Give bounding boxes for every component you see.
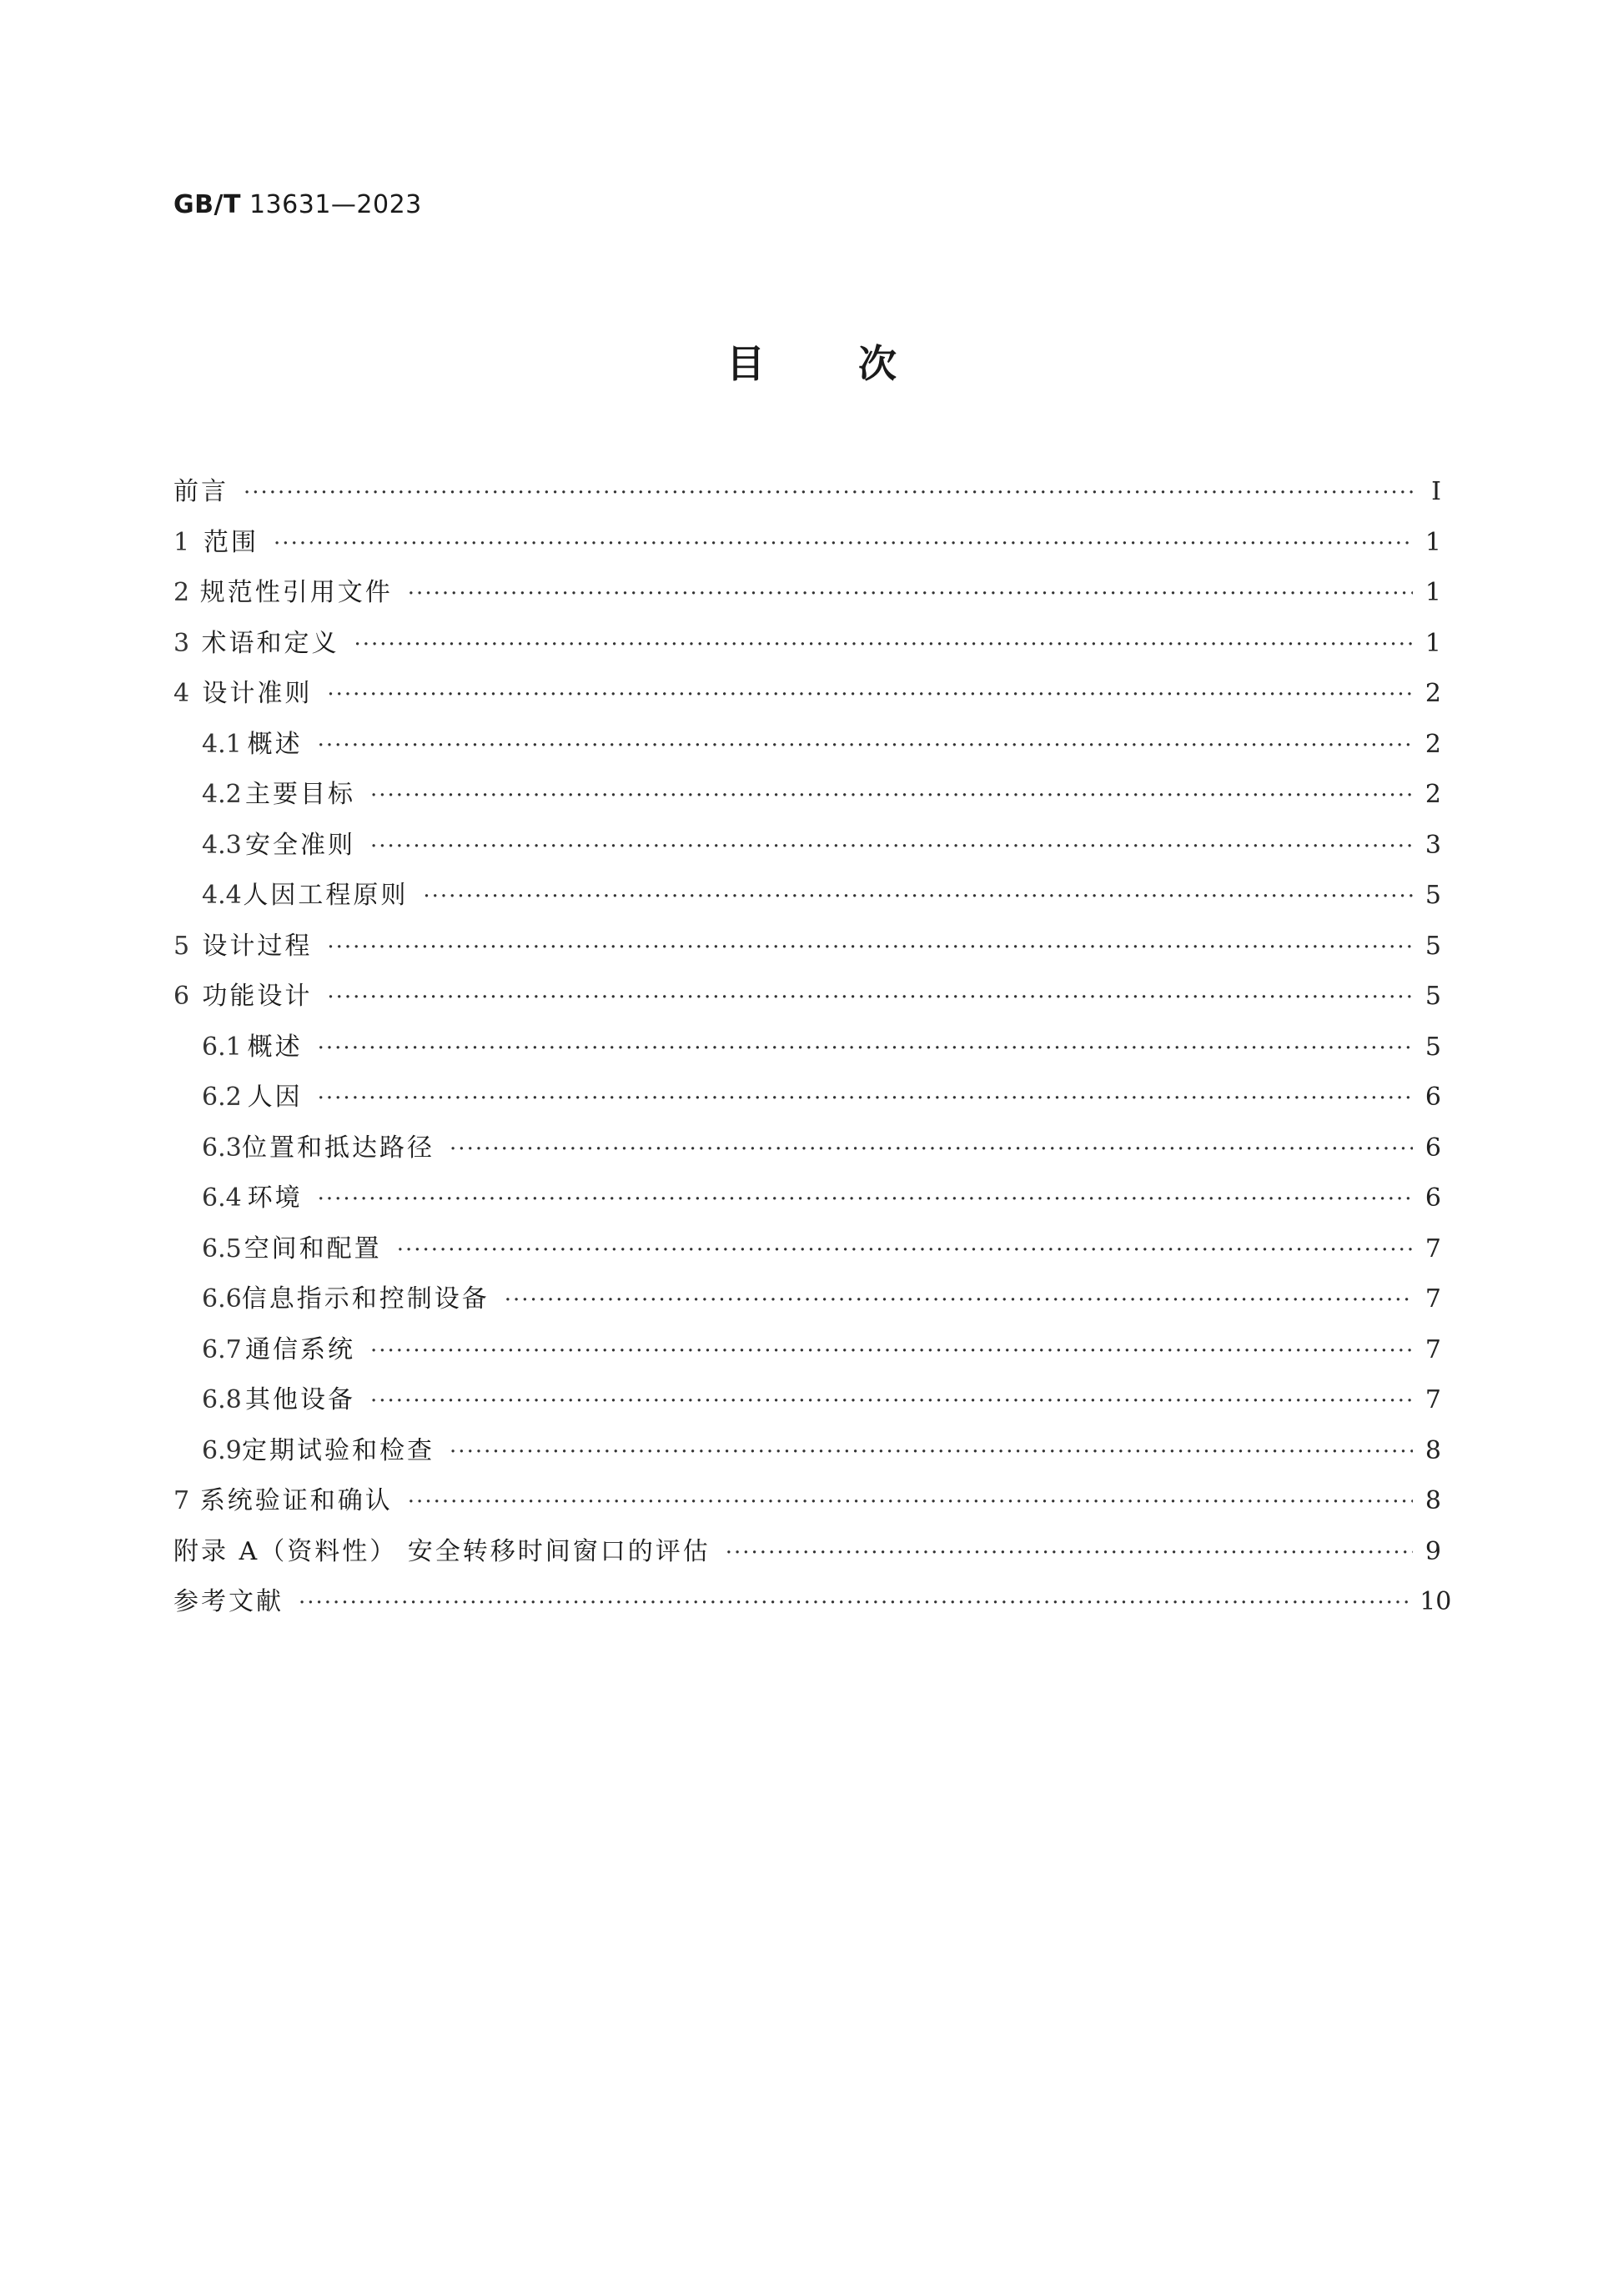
toc-entry-page-number: 7 (1425, 1385, 1441, 1414)
toc-entry-page-number: 2 (1425, 780, 1441, 809)
toc-entry[interactable] (173, 669, 1441, 720)
toc-entry[interactable] (173, 972, 1441, 1022)
toc-dot-leader (354, 620, 1414, 670)
toc-dot-leader (370, 1376, 1413, 1426)
toc-entry-label: 定期试验和检查 (242, 1435, 435, 1465)
toc-entry[interactable] (173, 871, 1441, 922)
toc-entry[interactable] (173, 821, 1441, 872)
toc-entry-label: 设计过程 (202, 931, 313, 961)
toc-dot-leader (327, 670, 1413, 720)
toc-entry-label: 概述 (247, 729, 303, 759)
toc-entry-number: 3 (173, 628, 190, 658)
toc-entry[interactable] (173, 1224, 1441, 1275)
toc-entry-number: 4.3 (202, 830, 242, 860)
toc-entry-page-number: 3 (1425, 830, 1441, 860)
toc-entry[interactable] (173, 1022, 1441, 1073)
toc-dot-leader (318, 721, 1413, 771)
toc-entry[interactable] (173, 518, 1441, 569)
toc-entry-label: 人因 (247, 1083, 303, 1112)
toc-entry-label: 系统验证和确认 (199, 1486, 393, 1515)
toc-dot-leader (370, 821, 1413, 872)
toc-entry-number: 6.2 (202, 1083, 242, 1112)
toc-entry-label: 参考文献 (173, 1587, 284, 1616)
toc-entry-number: 6.1 (202, 1032, 242, 1062)
toc-entry[interactable] (173, 1375, 1441, 1426)
toc-entry-label: 功能设计 (202, 982, 313, 1011)
toc-entry-page-number: 2 (1425, 679, 1441, 708)
toc-dot-leader (318, 1023, 1413, 1073)
toc-entry-label: 概述 (247, 1032, 303, 1062)
toc-entry-page-number: 8 (1425, 1435, 1441, 1465)
toc-entry-number: 4.2 (202, 780, 242, 809)
toc-entry[interactable] (173, 1476, 1441, 1527)
toc-entry-label: 规范性引用文件 (199, 578, 393, 607)
toc-dot-leader (423, 872, 1413, 922)
toc-dot-leader (327, 972, 1413, 1022)
toc-entry-label: 术语和定义 (201, 628, 339, 658)
toc-entry-label: 主要目标 (245, 780, 356, 809)
toc-entry[interactable] (173, 1073, 1441, 1123)
toc-entry-label: 范围 (204, 527, 259, 557)
toc-entry-page-number: 7 (1425, 1334, 1441, 1364)
toc-dot-leader (726, 1528, 1413, 1578)
toc-entry-page-number: 5 (1425, 982, 1441, 1011)
toc-entry-page-number: 5 (1425, 881, 1441, 910)
toc-entry[interactable] (173, 619, 1441, 670)
toc-entry[interactable] (173, 1274, 1441, 1325)
toc-entry[interactable] (173, 1527, 1441, 1578)
toc-entry-number: 6.8 (202, 1385, 242, 1414)
toc-entry-label: 安全准则 (245, 830, 356, 860)
toc-dot-leader (318, 1073, 1413, 1123)
toc-entry-label: 通信系统 (245, 1334, 356, 1364)
toc-entry-page-number: 1 (1425, 628, 1441, 658)
toc-entry-number: 5 (173, 931, 190, 961)
toc-dot-leader (370, 771, 1413, 821)
toc-entry-number: 7 (173, 1486, 190, 1515)
toc-dot-leader (408, 1477, 1413, 1527)
toc-dot-leader (299, 1578, 1408, 1628)
toc-entry-page-number: 7 (1425, 1233, 1441, 1264)
toc-entry-number: 4 (173, 679, 190, 708)
toc-entry-page-number: 9 (1425, 1536, 1441, 1566)
standard-code (173, 190, 422, 219)
toc-dot-leader (397, 1225, 1413, 1275)
toc-entry-page-number: 2 (1425, 729, 1441, 759)
toc-entry-page-number: 6 (1425, 1133, 1441, 1163)
toc-entry-page-number: 1 (1425, 578, 1441, 607)
toc-entry-page-number: 1 (1425, 527, 1441, 557)
toc-entry-label: 设计准则 (202, 679, 313, 708)
toc-entry-label: 环境 (247, 1183, 303, 1213)
toc-entry-label: 空间和配置 (244, 1233, 382, 1264)
toc-dot-leader (274, 519, 1413, 569)
toc-entry-number: 6.6 (202, 1284, 242, 1314)
toc-entry-page-number: 7 (1425, 1284, 1441, 1314)
toc-entry-page-number: 6 (1425, 1083, 1441, 1112)
toc-entry[interactable] (173, 568, 1441, 619)
toc-entry-page-number: 8 (1425, 1486, 1441, 1515)
toc-entry[interactable] (173, 467, 1441, 518)
toc-entry-number: 6.9 (202, 1435, 242, 1465)
toc-dot-leader (318, 1174, 1413, 1224)
toc-dot-leader (244, 468, 1413, 518)
toc-dot-leader (505, 1275, 1413, 1325)
toc-entry-number: 6 (173, 982, 190, 1011)
toc-entry-label: 人因工程原则 (243, 881, 409, 910)
toc-entry-label: 位置和抵达路径 (242, 1133, 435, 1163)
toc-title-char-1: 目 (726, 341, 765, 386)
toc-entry[interactable] (173, 770, 1441, 821)
toc-dot-leader (408, 569, 1413, 619)
table-of-contents (173, 467, 1452, 1628)
toc-entry-page-number: 5 (1425, 931, 1441, 961)
toc-entry-label: 附录 A（资料性） 安全转移时间窗口的评估 (173, 1536, 711, 1566)
toc-entry-page-number: 5 (1425, 1032, 1441, 1062)
toc-entry[interactable] (173, 1325, 1441, 1376)
toc-entry[interactable] (173, 1426, 1441, 1477)
toc-entry[interactable] (173, 922, 1441, 972)
toc-entry-number: 2 (173, 578, 190, 607)
toc-entry-number: 6.7 (202, 1334, 242, 1364)
toc-dot-leader (450, 1124, 1413, 1174)
toc-entry-label: 其他设备 (245, 1385, 356, 1414)
toc-entry-page-number: Ⅰ (1431, 477, 1441, 506)
toc-dot-leader (370, 1326, 1413, 1376)
toc-entry-label: 前言 (173, 477, 229, 506)
standard-prefix: GB/T (173, 190, 241, 219)
toc-entry-page-number: 6 (1425, 1183, 1441, 1213)
toc-dot-leader (327, 922, 1413, 972)
toc-entry-number: 6.4 (202, 1183, 242, 1213)
toc-title (0, 334, 1623, 389)
toc-entry[interactable] (173, 1577, 1452, 1628)
toc-dot-leader (450, 1427, 1413, 1477)
standard-number: 13631—2023 (249, 190, 422, 219)
toc-entry-number: 4.1 (202, 729, 242, 759)
toc-entry[interactable] (173, 720, 1441, 771)
toc-entry-label: 信息指示和控制设备 (241, 1284, 490, 1314)
toc-entry-number: 4.4 (202, 881, 242, 910)
toc-entry-page-number: 10 (1419, 1587, 1452, 1616)
toc-entry-number: 6.3 (202, 1133, 242, 1163)
toc-title-char-2: 次 (858, 341, 897, 386)
toc-entry-number: 6.5 (202, 1233, 242, 1264)
toc-entry[interactable] (173, 1123, 1441, 1174)
toc-entry-number: 1 (173, 527, 190, 557)
toc-entry[interactable] (173, 1173, 1441, 1224)
